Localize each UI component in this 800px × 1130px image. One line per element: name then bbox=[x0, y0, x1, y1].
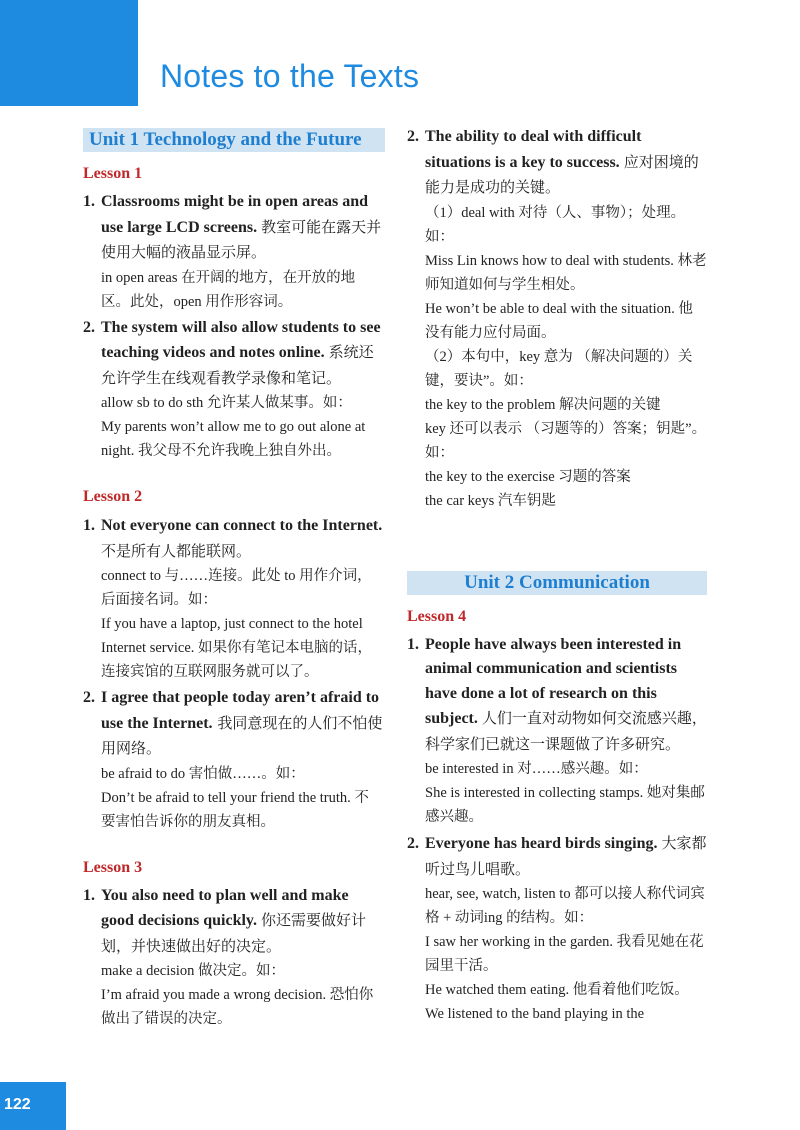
item-number: 1. bbox=[83, 886, 95, 904]
lesson3-item2 bbox=[407, 125, 707, 513]
sentence-cn: 不是所有人都能联网。 bbox=[101, 541, 252, 560]
item-number: 2. bbox=[83, 318, 95, 336]
item-number: 2. bbox=[407, 128, 419, 145]
sentence-en: You also need to plan well and make good decisions quickly. bbox=[101, 886, 349, 929]
page-title: Notes to the Texts bbox=[160, 58, 420, 94]
note: My parents won’t allow me to go out alone at night. 我父母不允许我晚上独自外出。 bbox=[101, 419, 366, 459]
page-number: 122 bbox=[0, 1082, 66, 1130]
item-number: 1. bbox=[407, 635, 419, 653]
note: key 还可以表示 （习题等的）答案；钥匙”。如： bbox=[425, 420, 707, 461]
sentence-en: Everyone has heard birds singing. bbox=[425, 835, 658, 852]
sentence-en: People have always been interested in animal communication and scientists have done a lot of research on this subject. bbox=[425, 635, 682, 727]
lesson1-item2 bbox=[83, 316, 383, 464]
note: hear, see, watch, listen to 都可以接人称代词宾格 + 动词ing 的结构。如： bbox=[425, 886, 705, 926]
note: （2）本句中，key 意为 （解决问题的）关键，要诀”。如： bbox=[425, 348, 693, 389]
sentence-cn: 教室可能在露天并使用大幅的液晶显示屏。 bbox=[101, 217, 382, 261]
sentence-en: The ability to deal with difficult situations is a key to success. bbox=[425, 128, 642, 171]
note: in open areas 在开阔的地方，在开放的地区。此处，open 用作形容词。 bbox=[101, 269, 356, 310]
note: the car keys 汽车钥匙 bbox=[425, 492, 556, 509]
note: He watched them eating. 他看着他们吃饭。 bbox=[425, 982, 689, 998]
sentence-cn: 人们一直对动物如何交流感兴趣，科学家们已就这一课题做了许多研究。 bbox=[425, 709, 707, 753]
item-number: 1. bbox=[83, 517, 95, 534]
note: the key to the problem 解决问题的关键 bbox=[425, 396, 661, 413]
lesson2-item2 bbox=[83, 686, 383, 834]
note: I’m afraid you made a wrong decision. 恐怕你做出了错误的决定。 bbox=[101, 987, 374, 1027]
sentence-en: The system will also allow students to see teaching videos and notes online. bbox=[101, 318, 381, 361]
lesson2-item1 bbox=[83, 513, 383, 684]
item-number: 1. bbox=[83, 193, 95, 210]
item-number: 2. bbox=[83, 689, 95, 706]
lesson4-item1 bbox=[407, 633, 707, 830]
lesson3-heading: Lesson 3 bbox=[83, 858, 143, 876]
note: （1）deal with 对待（人、事物）；处理。如： bbox=[425, 204, 686, 245]
note: Don’t be afraid to tell your friend the truth. 不要害怕告诉你的朋友真相。 bbox=[101, 789, 369, 830]
sentence-cn: 你还需要做好计划，并快速做出好的决定。 bbox=[101, 911, 367, 955]
note: the key to the exercise 习题的答案 bbox=[425, 468, 631, 485]
lesson2-heading: Lesson 2 bbox=[83, 488, 143, 505]
sentence-en: I agree that people today aren’t afraid to use the Internet. bbox=[101, 689, 380, 732]
note: I saw her working in the garden. 我看见她在花园里干活。 bbox=[425, 934, 704, 974]
sentence-en: Classrooms might be in open areas and use large LCD screens. bbox=[101, 193, 368, 236]
sentence-cn: 系统还允许学生在线观看教学录像和笔记。 bbox=[101, 343, 374, 387]
note: allow sb to do sth 允许某人做某事。如： bbox=[101, 395, 352, 411]
sentence-cn: 我同意现在的人们不怕使用网络。 bbox=[101, 713, 383, 757]
lesson4-heading: Lesson 4 bbox=[407, 607, 467, 625]
note: make a decision 做决定。如： bbox=[101, 963, 286, 979]
right-column bbox=[407, 125, 707, 1028]
note: connect to 与……连接。此处 to 用作介词，后面接名词。如： bbox=[101, 568, 372, 608]
item-number: 2. bbox=[407, 835, 419, 852]
unit1-banner: Unit 1 Technology and the Future bbox=[83, 128, 385, 152]
sentence-cn: 大家都听过鸟儿唱歌。 bbox=[425, 834, 707, 878]
sentence-en: Not everyone can connect to the Internet. bbox=[101, 517, 383, 534]
lesson4-item2 bbox=[407, 831, 707, 1026]
note: If you have a laptop, just connect to the hotel Internet service. 如果你有笔记本电脑的话，连接宾馆的互联网服务就可以了。 bbox=[101, 616, 373, 680]
note: be afraid to do 害怕做……。如： bbox=[101, 765, 305, 782]
note: She is interested in collecting stamps. 她对集邮感兴趣。 bbox=[425, 785, 705, 825]
lesson3-item1 bbox=[83, 884, 383, 1032]
left-column bbox=[83, 128, 383, 1033]
header-color-block bbox=[0, 0, 138, 106]
lesson1-item1 bbox=[83, 190, 383, 314]
lesson1-heading: Lesson 1 bbox=[83, 165, 143, 182]
note: Miss Lin knows how to deal with students. 林老师知道如何与学生相处。 bbox=[425, 252, 707, 293]
unit2-banner: Unit 2 Communication bbox=[407, 571, 707, 595]
sentence-cn: 应对困境的能力是成功的关键。 bbox=[425, 152, 699, 196]
note: We listened to the band playing in the bbox=[425, 1006, 645, 1022]
note: He won’t be able to deal with the situation. 他没有能力应付局面。 bbox=[425, 300, 693, 341]
note: be interested in 对……感兴趣。如： bbox=[425, 761, 648, 777]
